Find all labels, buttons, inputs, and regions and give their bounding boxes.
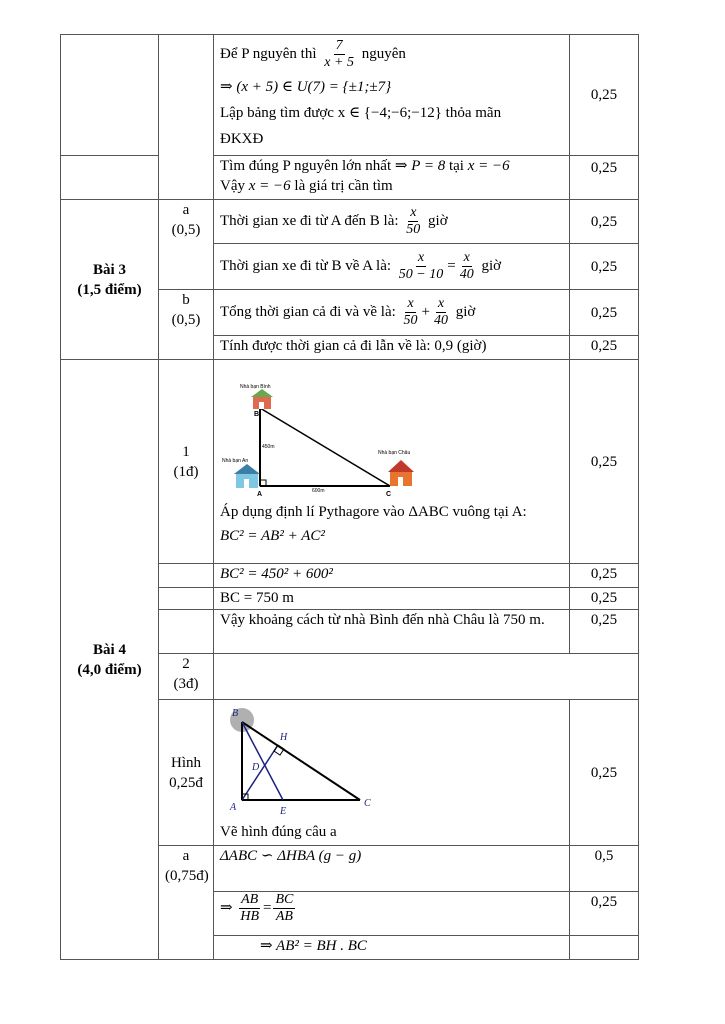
score-cell: 0,25 xyxy=(570,336,639,360)
score-cell: 0,25 xyxy=(570,35,639,156)
denominator: HB xyxy=(240,909,259,924)
numerator: x xyxy=(407,296,414,311)
numerator: x xyxy=(410,205,417,220)
label-point-b: B xyxy=(254,411,260,418)
part-label: b xyxy=(182,292,190,308)
score-cell: 0,25 xyxy=(570,290,639,336)
segment-bc xyxy=(260,408,390,486)
content-cell: BC² = 450² + 600² xyxy=(214,564,570,588)
score-cell: 0,25 xyxy=(570,244,639,290)
segment-be xyxy=(242,722,283,800)
content-cell xyxy=(214,360,570,564)
table-row xyxy=(61,200,639,244)
section-cell-bai4 xyxy=(61,360,159,960)
part-label: a xyxy=(182,848,190,864)
answer-table xyxy=(60,34,639,960)
section-title: Bài 4 xyxy=(93,641,126,658)
part-label: 2 xyxy=(182,656,190,672)
content-cell: Tổng thời gian cả đi và về là: $\frac{x}{50}$ + $\frac{x}{40}$ giờ xyxy=(214,290,570,336)
label-point-e: E xyxy=(280,806,287,817)
label-length-ab: 450m xyxy=(262,444,275,450)
denominator: x + 5 xyxy=(324,54,354,70)
score-cell: 0,25 xyxy=(570,156,639,200)
text: giờ xyxy=(481,257,502,274)
score-cell: 0,25 xyxy=(570,892,639,936)
empty-cell xyxy=(61,156,159,200)
fraction xyxy=(273,892,295,925)
score-cell: 0,25 xyxy=(570,610,639,654)
fraction xyxy=(404,205,422,238)
part-points: 0,25đ xyxy=(169,774,203,791)
denominator: AB xyxy=(275,909,293,924)
numerator: BC xyxy=(275,892,294,907)
content-cell: Tính được thời gian cả đi lẫn về là: 0,9 (giờ) xyxy=(214,336,570,360)
content-cell xyxy=(214,35,570,156)
fraction xyxy=(238,892,261,925)
formula: ⇒ (x + 5) ∈ U(7) = {±1;±7} xyxy=(220,79,392,95)
content-cell xyxy=(214,156,570,200)
text: Áp dụng định lí Pythagore vào ΔABC vuông tại A: xyxy=(220,504,527,520)
label-point-a: A xyxy=(230,802,237,813)
empty-cell xyxy=(159,564,214,588)
fraction xyxy=(397,250,445,283)
fraction xyxy=(322,38,356,71)
numerator: 7 xyxy=(335,37,343,53)
content-cell: ⇒ AB² = BH . BC xyxy=(214,936,570,960)
part-cell xyxy=(159,290,214,360)
label-point-a: A xyxy=(257,491,263,498)
fraction xyxy=(458,250,476,283)
segment-ah xyxy=(242,745,278,800)
part-points: (0,75đ) xyxy=(165,868,209,884)
label-point-h: H xyxy=(280,732,288,743)
part-cell xyxy=(159,200,214,290)
part-cell xyxy=(159,846,214,960)
text: giờ xyxy=(428,212,448,229)
section-title: Bài 3 xyxy=(93,261,126,278)
part-label: Hình xyxy=(171,754,201,771)
text: Tổng thời gian cả đi và về là: xyxy=(220,303,396,320)
denominator: 40 xyxy=(434,313,449,328)
text: Vậy xyxy=(220,178,245,194)
text: Thời gian xe đi từ B về A là: xyxy=(220,257,392,274)
numerator: x xyxy=(417,250,425,265)
part-points: (1đ) xyxy=(173,463,199,480)
section-points: (1,5 điểm) xyxy=(77,281,142,298)
content-cell xyxy=(214,700,570,846)
label-point-b: B xyxy=(232,708,239,719)
label-length-ac: 600m xyxy=(312,488,325,494)
distance-figure xyxy=(220,384,440,502)
section-cell-bai3 xyxy=(61,200,159,360)
text: Vẽ hình đúng câu a xyxy=(220,824,337,840)
empty-cell xyxy=(570,936,639,960)
content-cell: Vậy khoảng cách từ nhà Bình đến nhà Châu là 750 m. xyxy=(214,610,570,654)
label-point-d: D xyxy=(252,762,260,773)
text: tại xyxy=(448,158,464,174)
score-cell: 0,5 xyxy=(570,846,639,892)
section-points: (4,0 điểm) xyxy=(77,661,142,678)
content-cell: Thời gian xe đi từ B về A là: $\frac{x}{50 - 10}$ = $\frac{x}{40}$ giờ xyxy=(214,244,570,290)
label-point-c: C xyxy=(386,491,392,498)
empty-cell xyxy=(159,35,214,200)
part-points: (0,5) xyxy=(171,312,201,328)
part-label: 1 xyxy=(182,443,190,460)
text: ĐKXĐ xyxy=(220,131,264,147)
label-house-an: Nhà bạn An xyxy=(222,458,249,464)
house-binh-icon xyxy=(251,389,273,409)
part-cell xyxy=(159,360,214,564)
text: Lập bảng tìm được x ∈ {−4;−6;−12} thỏa mãn xyxy=(220,105,502,121)
empty-cell xyxy=(61,35,159,156)
empty-cell xyxy=(214,654,639,700)
denominator: 50 − 10 xyxy=(398,267,444,282)
fraction xyxy=(402,296,420,329)
text: là giá trị cần tìm xyxy=(294,178,393,194)
content-cell: ΔABC ∽ ΔHBA (g − g) xyxy=(214,846,570,892)
text: Tìm đúng P nguyên lớn nhất ⇒ xyxy=(220,158,408,174)
denominator: 50 xyxy=(406,222,421,237)
denominator: 50 xyxy=(403,313,418,328)
formula: BC² = AB² + AC² xyxy=(220,528,325,544)
formula: x = −6 xyxy=(248,178,291,194)
score-cell: 0,25 xyxy=(570,200,639,244)
text: nguyên xyxy=(361,46,406,62)
empty-cell xyxy=(159,610,214,654)
score-cell: 0,25 xyxy=(570,360,639,564)
empty-cell xyxy=(159,588,214,610)
triangle-figure xyxy=(220,704,390,822)
formula: P = 8 xyxy=(411,158,446,174)
numerator: x xyxy=(463,250,470,265)
text: Để P nguyên thì xyxy=(220,46,317,62)
part-cell xyxy=(159,700,214,846)
text: giờ xyxy=(455,303,476,320)
content-cell xyxy=(214,200,570,244)
content-cell: ⇒ $\frac{AB}{HB}$ = $\frac{BC}{AB}$ xyxy=(214,892,570,936)
table-row xyxy=(61,360,639,564)
denominator: 40 xyxy=(459,267,474,282)
label-point-c: C xyxy=(364,798,371,809)
house-chau-icon xyxy=(388,460,414,486)
part-points: (0,5) xyxy=(171,222,201,238)
score-cell: 0,25 xyxy=(570,700,639,846)
segment-bc xyxy=(242,722,360,800)
label-house-chau: Nhà bạn Châu xyxy=(378,450,411,456)
text: Thời gian xe đi từ A đến B là: xyxy=(220,212,399,229)
text: ⇒ xyxy=(220,899,233,916)
house-an-icon xyxy=(234,464,260,488)
table-row xyxy=(61,35,639,156)
numerator: x xyxy=(437,296,445,311)
content-cell: BC = 750 m xyxy=(214,588,570,610)
label-house-binh: Nhà bạn Bình xyxy=(240,384,271,390)
table-row xyxy=(61,156,639,200)
fraction xyxy=(432,296,450,329)
part-points: (3đ) xyxy=(173,676,199,692)
score-cell: 0,25 xyxy=(570,588,639,610)
part-label: a xyxy=(182,202,190,218)
numerator: AB xyxy=(241,892,259,907)
formula: x = −6 xyxy=(467,158,510,174)
part-cell xyxy=(159,654,214,700)
score-cell: 0,25 xyxy=(570,564,639,588)
